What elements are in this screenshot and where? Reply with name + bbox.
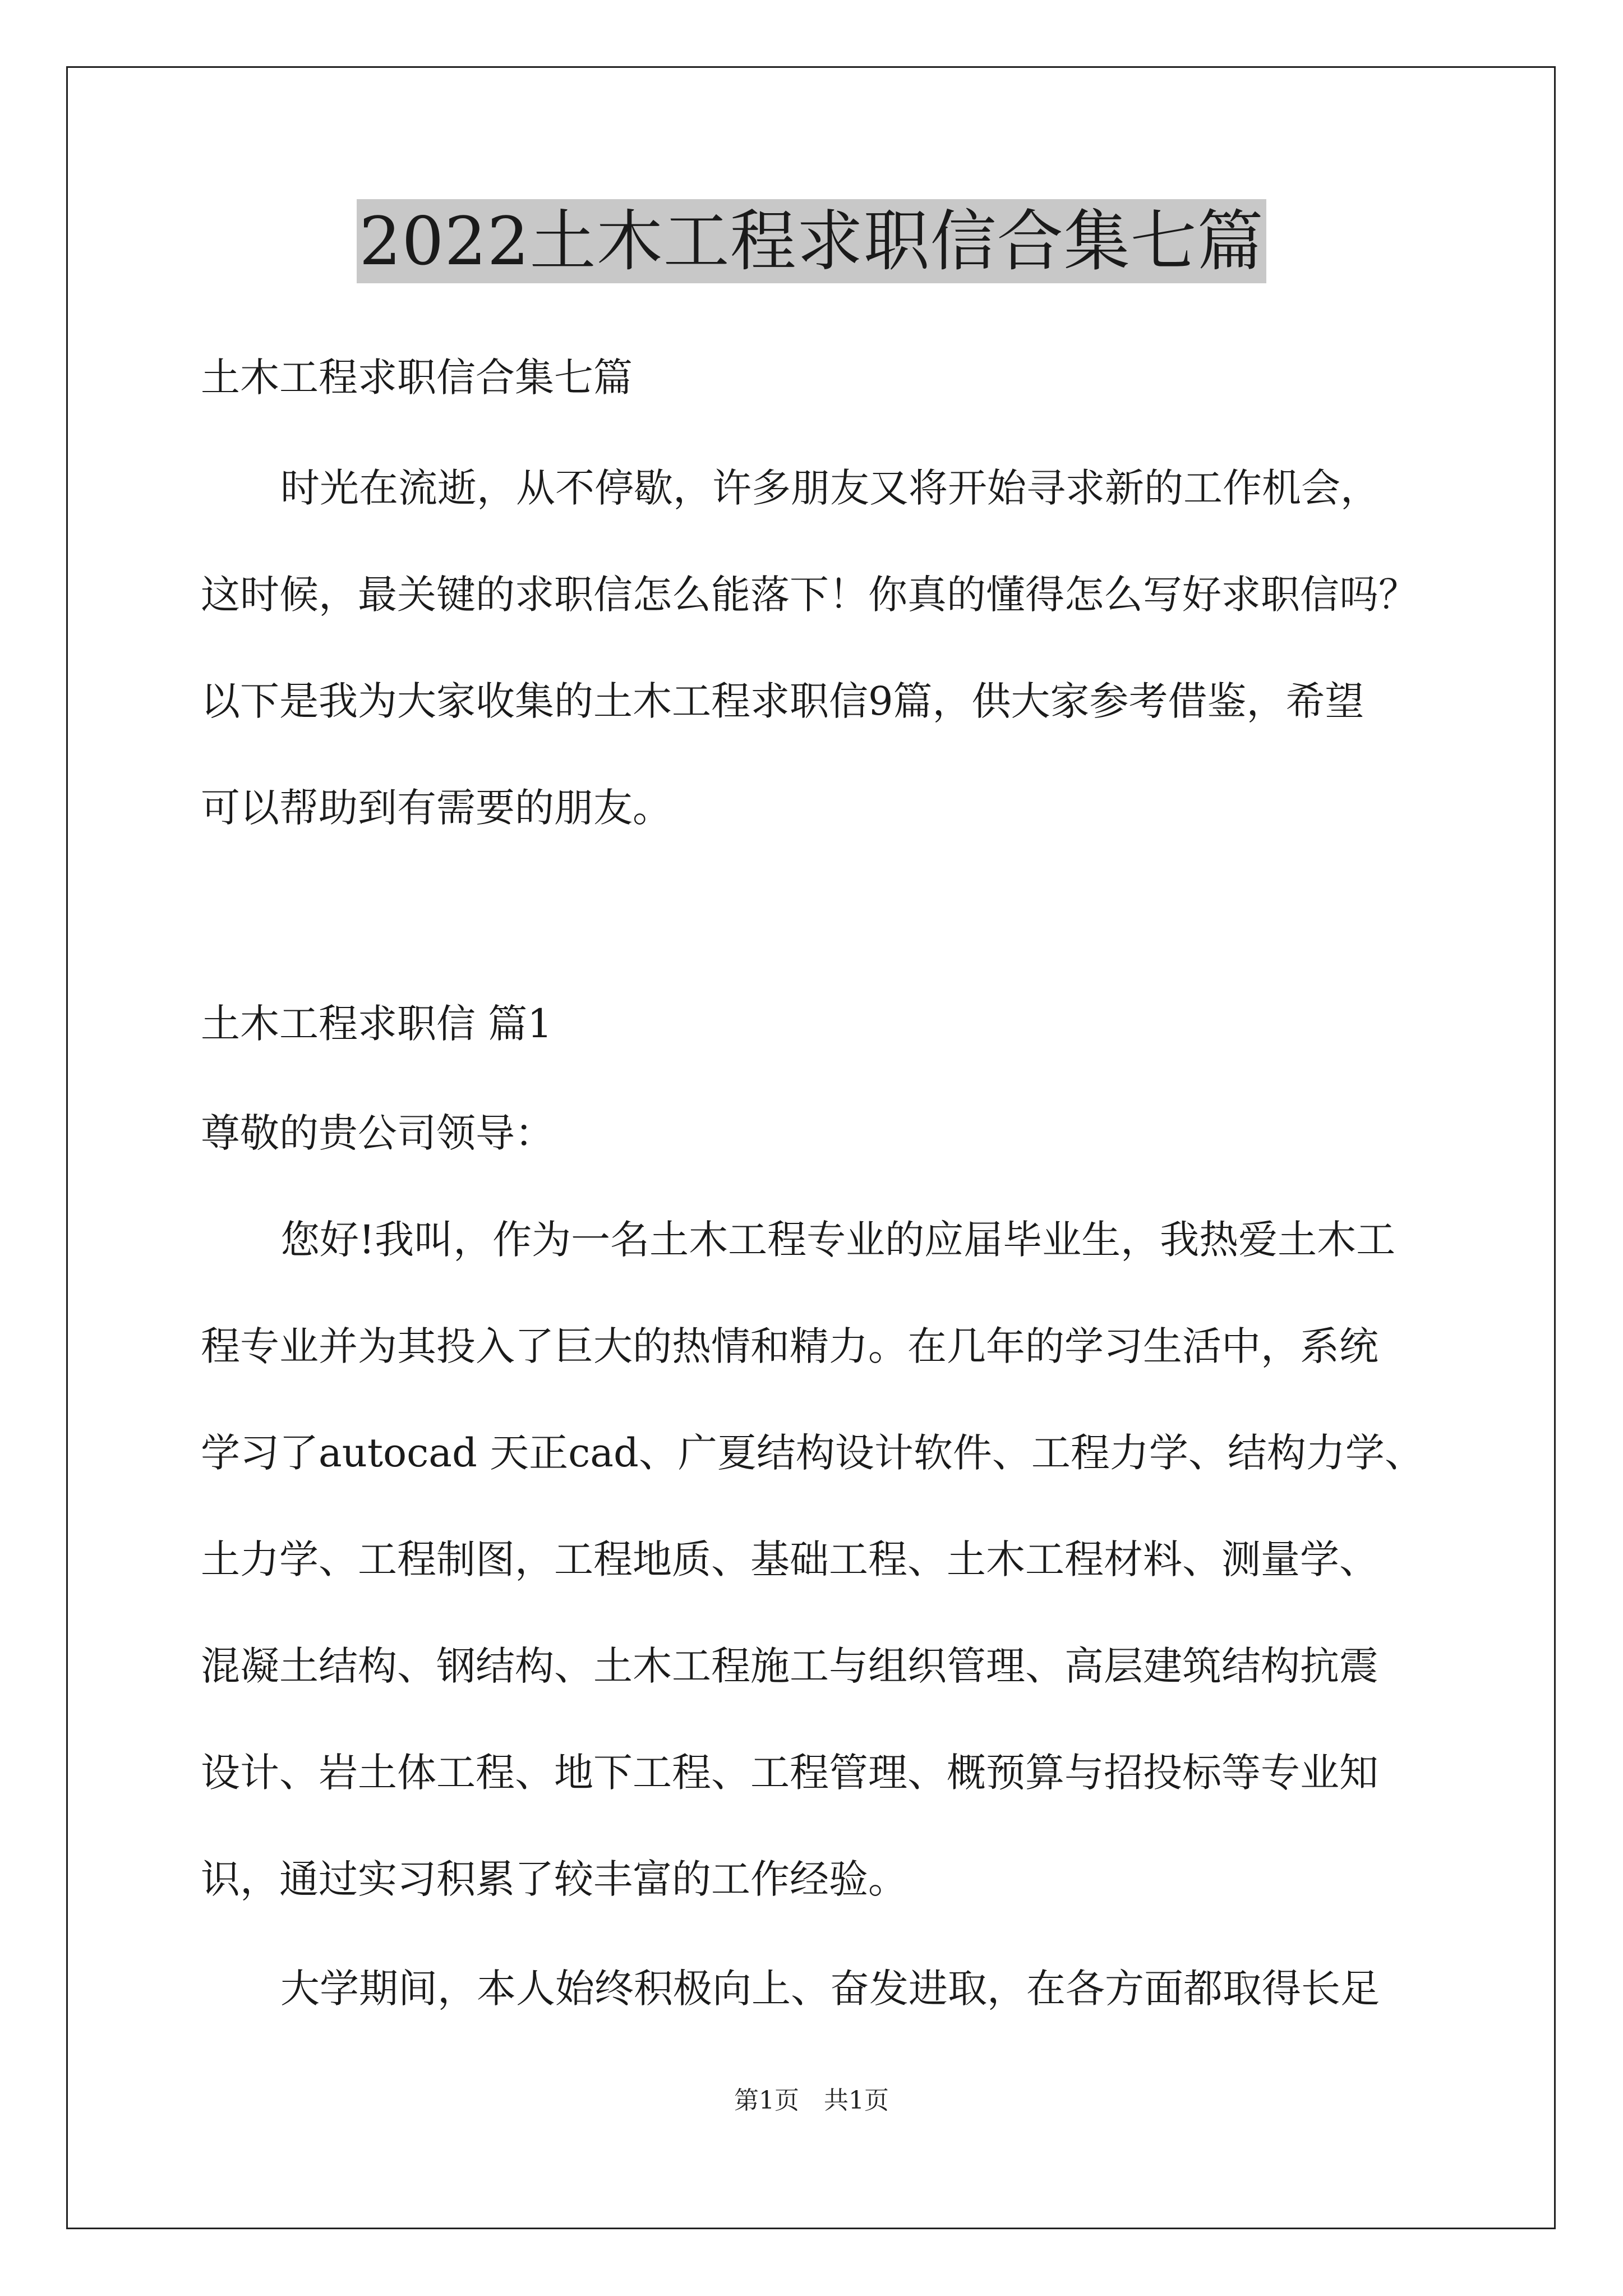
body-line-8: 大学期间，本人始终积极向上、奋发进取，在各方面都取得长足 — [280, 1966, 1380, 2012]
body-line-3: 学习了autocad 天正cad、广夏结构设计软件、工程力学、结构力学、 — [201, 1430, 1424, 1476]
document-title: 2022土木工程求职信合集七篇 — [357, 199, 1266, 283]
page-footer: 第1页 共1页 — [734, 2086, 889, 2115]
section-heading: 土木工程求职信 篇1 — [201, 1001, 552, 1047]
subtitle-line: 土木工程求职信合集七篇 — [201, 355, 633, 401]
body-line-6: 设计、岩土体工程、地下工程、工程管理、概预算与招投标等专业知 — [201, 1750, 1378, 1796]
body-line-5: 混凝土结构、钢结构、土木工程施工与组织管理、高层建筑结构抗震 — [201, 1643, 1378, 1689]
intro-line-2: 这时候，最关键的求职信怎么能落下！你真的懂得怎么写好求职信吗？ — [201, 572, 1418, 618]
salutation: 尊敬的贵公司领导： — [201, 1110, 554, 1156]
body-line-4: 土力学、工程制图，工程地质、基础工程、土木工程材料、测量学、 — [201, 1536, 1378, 1582]
body-line-1: 您好!我叫，作为一名土木工程专业的应届毕业生，我热爱土木工 — [280, 1217, 1396, 1263]
body-line-2: 程专业并为其投入了巨大的热情和精力。在几年的学习生活中，系统 — [201, 1323, 1378, 1369]
title-container — [0, 199, 1623, 283]
intro-line-1: 时光在流逝，从不停歇，许多朋友又将开始寻求新的工作机会， — [280, 465, 1380, 511]
body-line-7: 识，通过实习积累了较丰富的工作经验。 — [201, 1856, 907, 1902]
intro-line-3: 以下是我为大家收集的土木工程求职信9篇，供大家参考借鉴，希望 — [201, 678, 1364, 724]
intro-line-4: 可以帮助到有需要的朋友。 — [201, 785, 672, 831]
